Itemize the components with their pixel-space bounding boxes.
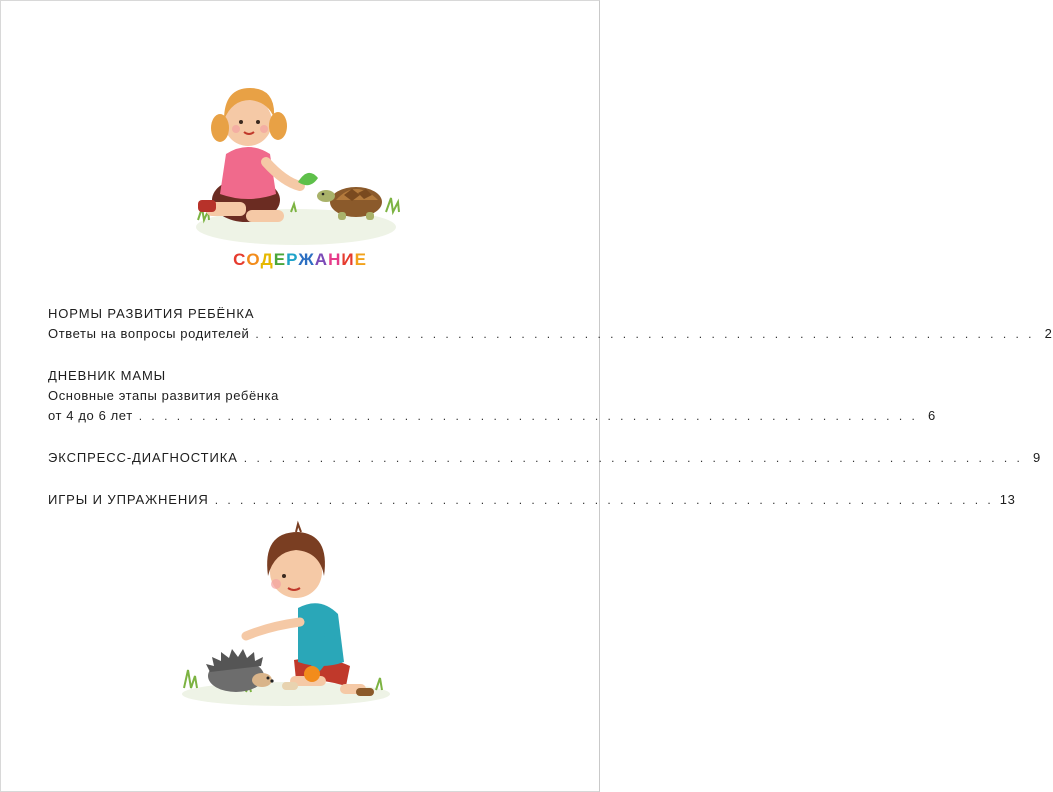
contents-title-letter: Е (273, 250, 287, 269)
toc-entry-text: ЭКСПРЕСС-ДИАГНОСТИКА (48, 450, 238, 465)
contents-title-letter: Д (260, 250, 274, 269)
contents-title (0, 250, 600, 270)
toc-page-number: 9 (1033, 450, 1041, 465)
toc-section-heading: НОРМЫ РАЗВИТИЯ РЕБЁНКА (48, 306, 255, 321)
toc-section-games (48, 490, 1016, 510)
toc-section-subtitle: Основные этапы развития ребёнка (48, 388, 279, 403)
dot-leader: . . . . . . . . . . . . . . . . . . . . . . . . . . . . . . . . . . . . . . . . . . . . . . . . . . . . . . . . . . . . . . (138, 409, 918, 423)
toc-section-norms (48, 304, 1053, 344)
boy-with-hedgehog-illustration (170, 512, 402, 712)
contents-title-letter: Е (354, 250, 367, 269)
toc-entry[interactable] (48, 406, 936, 426)
toc-entry-text: ИГРЫ И УПРАЖНЕНИЯ (48, 492, 209, 507)
dot-leader: . . . . . . . . . . . . . . . . . . . . . . . . . . . . . . . . . . . . . . . . . . . . . . . . . . . . . . . . . . . . . . (214, 493, 994, 507)
dot-leader: . . . . . . . . . . . . . . . . . . . . . . . . . . . . . . . . . . . . . . . . . . . . . . . . . . . . . . . . . . . . . . (243, 451, 1023, 465)
girl-feeding-turtle-illustration (186, 62, 416, 252)
contents-title-letter: С (233, 250, 247, 269)
dot-leader: . . . . . . . . . . . . . . . . . . . . . . . . . . . . . . . . . . . . . . . . . . . . . . . . . . . . . . . . . . . . . . (255, 327, 1035, 341)
toc-section-diary (48, 366, 936, 426)
toc-entry-text: от 4 до 6 лет (48, 408, 133, 423)
contents-title-letter: Р (286, 250, 299, 269)
toc-entry[interactable] (48, 490, 1016, 510)
contents-title-letter: А (314, 250, 329, 269)
contents-title-letter: И (341, 250, 355, 269)
contents-title-letter: О (246, 250, 261, 269)
contents-title-letter: Ж (298, 250, 315, 269)
toc-entry-text: Ответы на вопросы родителей (48, 326, 250, 341)
toc-section-heading: ДНЕВНИК МАМЫ (48, 368, 167, 383)
table-of-contents (48, 304, 1053, 532)
toc-section-express (48, 448, 1041, 468)
toc-page-number: 6 (928, 408, 936, 423)
toc-entry[interactable] (48, 324, 1053, 344)
toc-entry[interactable] (48, 448, 1041, 468)
toc-page-number: 13 (999, 492, 1016, 507)
toc-page-number: 2 (1044, 326, 1053, 341)
contents-title-letter: Н (328, 250, 342, 269)
